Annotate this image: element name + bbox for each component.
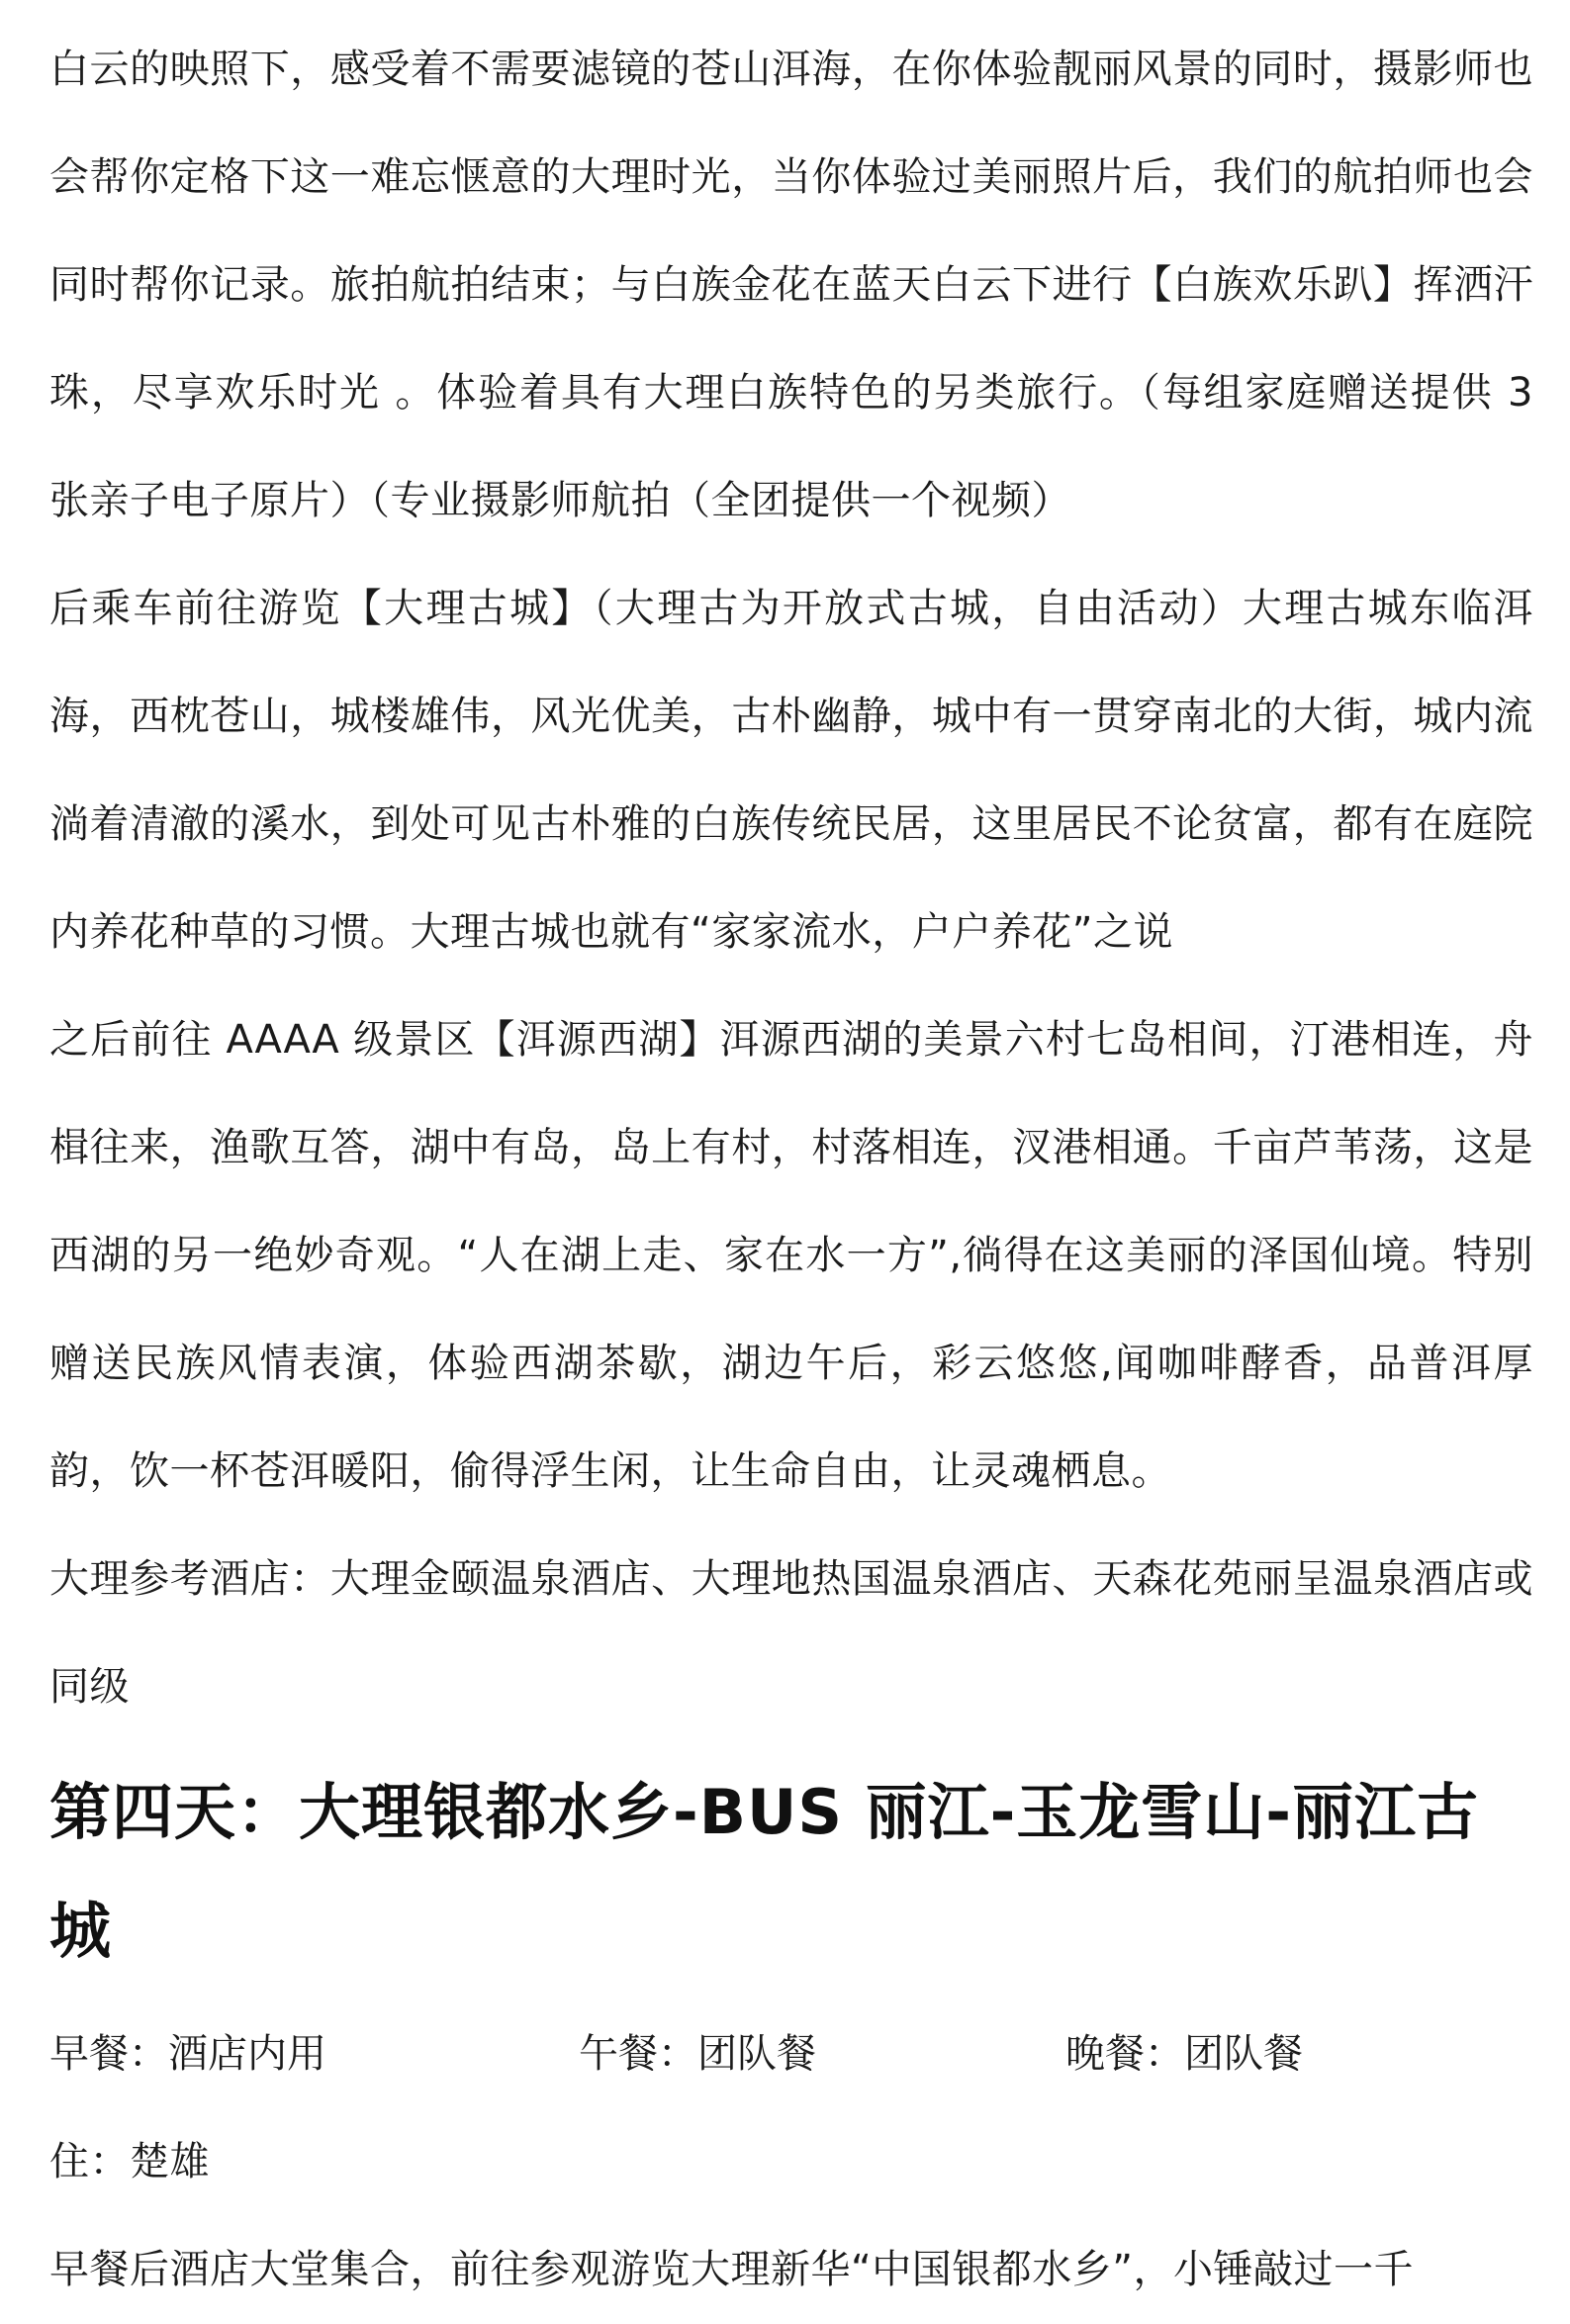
meals-row bbox=[49, 2000, 1533, 2108]
lunch-info: 午餐：团队餐 bbox=[579, 2031, 816, 2077]
itinerary-paragraph-eryuan-west-lake: 之后前往 AAAA 级景区【洱源西湖】洱源西湖的美景六村七岛相间，汀港相连，舟楫往来，渔歌互答，湖中有岛，岛上有村，村落相连，汊港相通。千亩芦苇荡，这是西湖的另一绝妙奇观。“人在湖上走、家在水一方”,徜得在这美丽的泽国仙境。特别赠送民族风情表演，体验西湖茶歇，湖边午后，彩云悠悠,闻咖啡酵香，品普洱厚韵，饮一杯苍洱暖阳，偷得浮生闲，让生命自由，让灵魂栖息。 bbox=[49, 1017, 1533, 1494]
itinerary-paragraph-dali-old-town: 后乘车前往游览【大理古城】（大理古为开放式古城，自由活动）大理古城东临洱海，西枕苍山，城楼雄伟，风光优美，古朴幽静，城中有一贯穿南北的大街，城内流淌着清澈的溪水，到处可见古朴雅的白族传统民居，这里居民不论贫富，都有在庭院内养花种草的习惯。大理古城也就有“家家流水，户户养花”之说 bbox=[49, 586, 1533, 955]
dinner-info: 晚餐：团队餐 bbox=[1065, 2031, 1303, 2077]
day-four-intro: 早餐后酒店大堂集合，前往参观游览大理新华“中国银都水乡”，小锤敲过一千 bbox=[49, 2247, 1414, 2292]
day-four-heading: 第四天：大理银都水乡-BUS 丽江-玉龙雪山-丽江古城 bbox=[49, 1776, 1480, 1967]
itinerary-paragraph-photography: 白云的映照下，感受着不需要滤镜的苍山洱海，在你体验靓丽风景的同时，摄影师也会帮你定格下这一难忘惬意的大理时光，当你体验过美丽照片后，我们的航拍师也会同时帮你记录。旅拍航拍结束；与白族金花在蓝天白云下进行【白族欢乐趴】挥洒汗珠，尽享欢乐时光 。体验着具有大理白族特色的另类旅行。（每组家庭赠送提供 3 张亲子电子原片）（专业摄影师航拍（全团提供一个视频） bbox=[49, 46, 1533, 523]
document-page bbox=[49, 0, 1533, 2324]
breakfast-info: 早餐：酒店内用 bbox=[49, 2031, 326, 2077]
lodging-info: 住：楚雄 bbox=[49, 2139, 210, 2185]
reference-hotels: 大理参考酒店：大理金颐温泉酒店、大理地热国温泉酒店、天森花苑丽呈温泉酒店或同级 bbox=[49, 1556, 1533, 1710]
